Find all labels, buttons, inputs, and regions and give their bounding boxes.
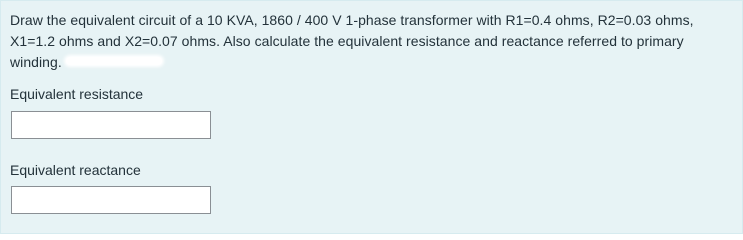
question-text (10, 10, 736, 73)
equivalent-reactance-label: Equivalent reactance (10, 162, 141, 178)
equivalent-reactance-input[interactable] (11, 186, 211, 214)
question-line (10, 52, 736, 73)
redaction-mark (66, 57, 162, 65)
equivalent-resistance-input[interactable] (11, 111, 211, 139)
question-line: Draw the equivalent circuit of a 10 KVA, 1860 / 400 V 1-phase transformer with R1=0.4 ohms, R2=0.03 ohms, (10, 12, 694, 28)
question-line: X1=1.2 ohms and X2=0.07 ohms. Also calculate the equivalent resistance and reactance referred to primary (10, 33, 684, 49)
question-line-text: winding. (10, 54, 62, 70)
equivalent-resistance-label: Equivalent resistance (10, 86, 144, 102)
